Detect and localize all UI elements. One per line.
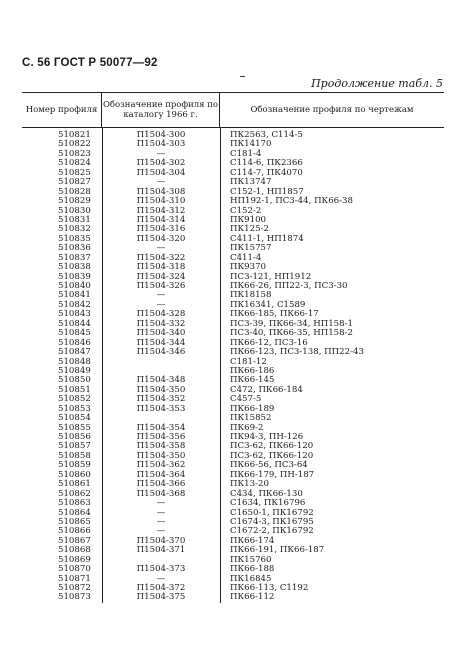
profile-number-cell: 510837	[58, 252, 91, 263]
catalog-designation-cell: П1504-366	[136, 479, 186, 490]
profile-number-cell: 510846	[58, 337, 91, 348]
profile-number-cell: 510845	[58, 328, 91, 339]
drawing-designation-cell: ПК16341, С1589	[230, 299, 306, 310]
table-continuation-caption: Продолжение табл. 5	[311, 77, 443, 90]
drawing-designation-cell: С1674-3, ПК16795	[230, 516, 314, 527]
profile-number-cell: 510851	[58, 384, 91, 395]
drawing-designation-cell: ПК15757	[230, 243, 272, 254]
profile-number-cell: 510856	[58, 432, 91, 442]
profile-number-cell: 510832	[58, 224, 91, 235]
drawing-designation-cell: ПК66-56, ПС3-64	[230, 460, 308, 471]
catalog-designation-cell: П1504-320	[136, 233, 186, 244]
profile-number-cell: 510842	[58, 299, 91, 310]
drawing-designation-cell: ПК13-20	[230, 479, 269, 490]
drawing-designation-cell: ПС3-40, ПК66-35, НП158-2	[230, 328, 353, 339]
drawing-designation-cell: ПК15760	[230, 554, 272, 565]
profile-number-cell: 510871	[58, 573, 91, 584]
drawing-designation-cell: ПК66-112	[230, 592, 275, 603]
catalog-designation-cell: П1504-358	[136, 441, 186, 452]
table-row	[22, 593, 444, 602]
profile-table	[22, 92, 444, 603]
catalog-designation-cell: П1504-375	[136, 592, 186, 603]
drawing-designation-cell: ПС3-121, НП1912	[230, 271, 312, 282]
page-title: С. 56 ГОСТ Р 50077—92	[22, 57, 158, 69]
profile-number-cell: 510853	[58, 403, 91, 414]
drawing-designation-cell: ПС3-39, ПК66-34, НП158-1	[230, 318, 353, 329]
profile-number-cell: 510827	[58, 177, 91, 188]
drawing-designation-cell: ПС3-62, ПК66-120	[230, 441, 314, 452]
drawing-designation-cell: С152-2	[230, 205, 262, 216]
drawing-designation-cell: С434, ПК66-130	[230, 488, 303, 499]
catalog-designation-cell: П1504-350	[136, 450, 186, 461]
profile-number-cell: 510823	[58, 148, 91, 159]
catalog-designation-cell: П1504-350	[136, 384, 186, 395]
profile-number-cell: 510828	[58, 186, 91, 197]
page-mark	[240, 76, 245, 77]
profile-number-cell: 510830	[58, 205, 91, 216]
profile-number-cell: 510867	[58, 535, 91, 546]
profile-number-cell: 510869	[58, 554, 91, 565]
catalog-designation-cell: —	[156, 177, 166, 188]
drawing-designation-cell: ПК9370	[230, 262, 267, 273]
catalog-designation-cell: П1504-352	[136, 394, 186, 405]
drawing-designation-cell: ПС3-62, ПК66-120	[230, 450, 314, 461]
profile-number-cell: 510843	[58, 309, 91, 320]
catalog-designation-cell	[102, 358, 220, 367]
catalog-designation-cell: П1504-300	[136, 130, 186, 140]
catalog-designation-cell: П1504-372	[136, 583, 186, 593]
catalog-designation-cell: —	[156, 243, 166, 254]
catalog-designation-cell: —	[156, 148, 166, 159]
profile-number-cell: 510870	[58, 564, 91, 575]
catalog-designation-cell: П1504-346	[136, 347, 186, 358]
column-header-profile-number: Номер профиля	[22, 93, 102, 127]
table-header	[22, 93, 444, 128]
profile-number-cell: 510835	[58, 233, 91, 244]
column-divider	[102, 128, 103, 603]
catalog-designation-cell: П1504-326	[136, 281, 186, 291]
catalog-designation-cell: —	[156, 507, 166, 518]
catalog-designation-cell: П1504-344	[136, 337, 186, 348]
profile-number-cell: 510866	[58, 526, 91, 537]
catalog-designation-cell: П1504-362	[136, 460, 186, 471]
catalog-designation-cell: —	[156, 299, 166, 310]
profile-number-cell: 510844	[58, 318, 91, 329]
drawing-designation-cell: С457-5	[230, 394, 262, 405]
column-header-catalog-1966: Обозначение профиля по каталогу 1966 г.	[102, 93, 220, 127]
drawing-designation-cell: С114-6, ПК2366	[230, 158, 303, 169]
profile-number-cell: 510850	[58, 375, 91, 386]
profile-number-cell: 510868	[58, 545, 91, 556]
drawing-designation-cell: С1672-2, ПК16792	[230, 526, 314, 537]
profile-number-cell: 510847	[58, 347, 91, 358]
catalog-designation-cell: П1504-348	[136, 375, 186, 386]
drawing-designation-cell: С411-4	[230, 252, 262, 263]
drawing-designation-cell: С181-4	[230, 148, 262, 159]
catalog-designation-cell: П1504-304	[136, 167, 186, 178]
drawing-designation-cell: ПК18158	[230, 290, 272, 301]
drawing-designation-cell: ПК66-123, ПС3-138, ПП22-43	[230, 347, 364, 358]
profile-number-cell: 510838	[58, 262, 91, 273]
catalog-designation-cell: П1504-316	[136, 224, 186, 235]
drawing-designation-cell: НП192-1, ПС3-44, ПК66-38	[230, 196, 353, 207]
profile-number-cell: 510860	[58, 469, 91, 480]
profile-number-cell: 510848	[58, 356, 91, 367]
catalog-designation-cell: —	[156, 290, 166, 301]
drawing-designation-cell: ПК94-3, ПН-126	[230, 432, 304, 442]
drawing-designation-cell: С1650-1, ПК16792	[230, 507, 314, 518]
profile-number-cell: 510821	[58, 130, 91, 140]
drawing-designation-cell: С411-1, НП1874	[230, 233, 304, 244]
profile-number-cell: 510863	[58, 498, 91, 509]
table-body	[22, 128, 444, 603]
profile-number-cell: 510824	[58, 158, 91, 169]
catalog-designation-cell: —	[156, 498, 166, 509]
column-header-drawing-designation: Обозначение профиля по чертежам	[250, 105, 414, 115]
drawing-designation-cell: ПК66-26, ПП22-3, ПС3-30	[230, 281, 348, 291]
drawing-designation-cell: ПК66-186	[230, 365, 275, 376]
profile-number-cell: 510825	[58, 167, 91, 178]
drawing-designation-cell: ПК66-191, ПК66-187	[230, 545, 325, 556]
catalog-designation-cell: П1504-353	[136, 403, 186, 414]
drawing-designation-cell: С472, ПК66-184	[230, 384, 303, 395]
profile-number-cell: 510861	[58, 479, 91, 490]
profile-number-cell: 510849	[58, 365, 91, 376]
drawing-designation-cell: ПК13747	[230, 177, 272, 188]
profile-number-cell: 510839	[58, 271, 91, 282]
catalog-designation-cell: П1504-308	[136, 186, 186, 197]
catalog-designation-cell: П1504-332	[136, 318, 186, 329]
drawing-designation-cell: ПК66-188	[230, 564, 275, 575]
drawing-designation-cell: С114-7, ПК4070	[230, 167, 303, 178]
catalog-designation-cell: П1504-370	[136, 535, 186, 546]
drawing-designation-cell: ПК66-179, ПН-187	[230, 469, 315, 480]
drawing-designation-cell: ПК69-2	[230, 422, 264, 433]
drawing-designation-cell: ПК16845	[230, 573, 272, 584]
catalog-designation-cell: —	[156, 573, 166, 584]
catalog-designation-cell: П1504-303	[136, 139, 186, 150]
column-divider	[220, 128, 221, 603]
profile-number-cell: 510862	[58, 488, 91, 499]
profile-number-cell: 510822	[58, 139, 91, 150]
profile-number-cell: 510841	[58, 290, 91, 301]
profile-number-cell: 510859	[58, 460, 91, 471]
catalog-designation-cell: П1504-368	[136, 488, 186, 499]
drawing-designation-cell: ПК66-145	[230, 375, 275, 386]
drawing-designation-cell: ПК66-113, С1192	[230, 583, 309, 593]
catalog-designation-cell: П1504-322	[136, 252, 186, 263]
profile-number-cell: 510872	[58, 583, 91, 593]
drawing-designation-cell: С152-1, НП1857	[230, 186, 304, 197]
drawing-designation-cell: ПК2563, С114-5	[230, 130, 303, 140]
drawing-designation-cell: С181-12	[230, 356, 267, 367]
drawing-designation-cell: ПК14170	[230, 139, 272, 150]
catalog-designation-cell: П1504-324	[136, 271, 186, 282]
catalog-designation-cell: П1504-356	[136, 432, 186, 442]
profile-number-cell: 510829	[58, 196, 91, 207]
profile-number-cell: 510831	[58, 214, 91, 225]
drawing-designation-cell: ПК66-189	[230, 403, 275, 414]
drawing-designation-cell: ПК15852	[230, 413, 272, 424]
profile-number-cell: 510854	[58, 413, 91, 424]
drawing-designation-cell: ПК66-12, ПС3-16	[230, 337, 308, 348]
catalog-designation-cell: П1504-318	[136, 262, 186, 273]
drawing-designation-cell: ПК9100	[230, 214, 267, 225]
profile-number-cell: 510865	[58, 516, 91, 527]
drawing-designation-cell: ПК66-185, ПК66-17	[230, 309, 319, 320]
catalog-designation-cell: П1504-340	[136, 328, 186, 339]
profile-number-cell: 510864	[58, 507, 91, 518]
catalog-designation-cell: П1504-302	[136, 158, 186, 169]
catalog-designation-cell: П1504-328	[136, 309, 186, 320]
profile-number-cell: 510836	[58, 243, 91, 254]
catalog-designation-cell: П1504-364	[136, 469, 186, 480]
profile-number-cell: 510840	[58, 281, 91, 291]
catalog-designation-cell: П1504-373	[136, 564, 186, 575]
catalog-designation-cell: П1504-312	[136, 205, 186, 216]
drawing-designation-cell: ПК66-174	[230, 535, 275, 546]
profile-number-cell: 510858	[58, 450, 91, 461]
profile-number-cell: 510873	[58, 592, 91, 603]
catalog-designation-cell: П1504-354	[136, 422, 186, 433]
catalog-designation-cell: —	[156, 516, 166, 527]
profile-number-cell: 510857	[58, 441, 91, 452]
drawing-designation-cell: ПК125-2	[230, 224, 269, 235]
profile-number-cell: 510855	[58, 422, 91, 433]
drawing-designation-cell: С1634, ПК16796	[230, 498, 306, 509]
catalog-designation-cell: П1504-371	[136, 545, 186, 556]
catalog-designation-cell: П1504-310	[136, 196, 186, 207]
catalog-designation-cell: П1504-314	[136, 214, 186, 225]
profile-number-cell: 510852	[58, 394, 91, 405]
catalog-designation-cell: —	[156, 526, 166, 537]
